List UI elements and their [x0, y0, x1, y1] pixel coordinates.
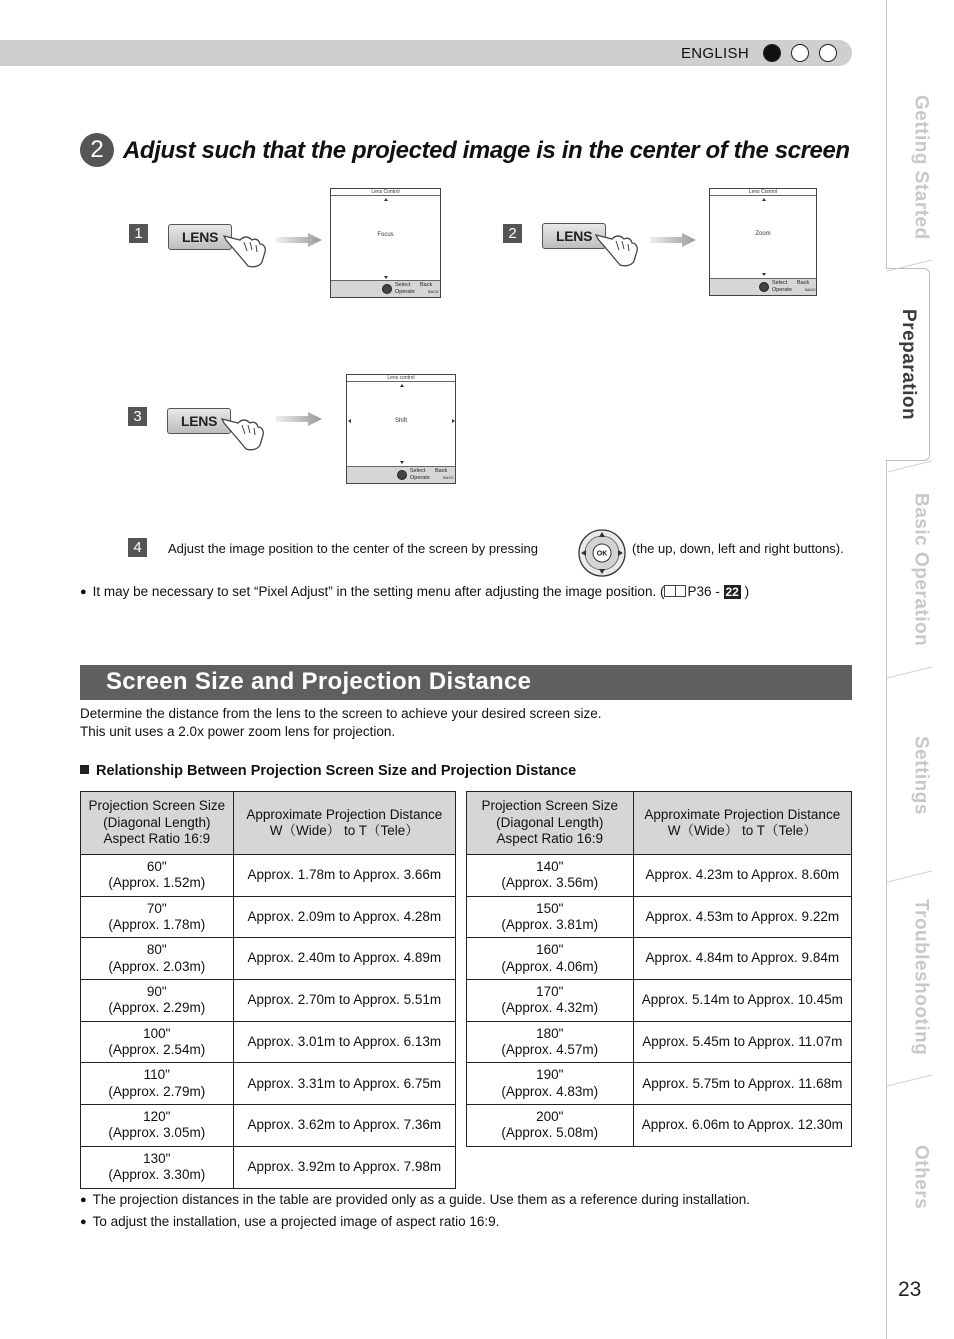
- osd-item-label: Focus: [377, 232, 394, 238]
- header-line: Projection Screen Size: [88, 798, 226, 814]
- screen-size-inches: 160": [536, 942, 564, 958]
- table-row: [467, 1063, 852, 1105]
- osd-item-label: Zoom: [755, 231, 771, 237]
- header-distance: [633, 792, 851, 855]
- square-bullet-icon: [80, 765, 89, 774]
- distance-cell: Approx. 4.23m to Approx. 8.60m: [633, 855, 851, 897]
- page-number: 23: [898, 1278, 922, 1301]
- table-row: [467, 1105, 852, 1147]
- screen-size-metric: (Approx. 4.32m): [501, 1000, 599, 1016]
- osd-back-key: BACK: [805, 287, 816, 292]
- tab-label: Troubleshooting: [910, 899, 932, 1056]
- note-text: It may be necessary to set “Pixel Adjust” in the setting menu after adjusting the image position. (: [92, 584, 665, 599]
- subheading: [80, 763, 576, 779]
- screen-size-inches: 190": [536, 1067, 564, 1083]
- distance-cell: Approx. 6.06m to Approx. 12.30m: [633, 1105, 851, 1147]
- directional-pad-icon: [578, 529, 626, 577]
- osd-back-label: Back: [435, 468, 448, 474]
- distance-table-right: [466, 791, 852, 1147]
- header-line: Approximate Projection Distance: [644, 806, 841, 822]
- dial-icon: [759, 282, 769, 292]
- header-screen-size: [81, 792, 234, 855]
- header-line: Aspect Ratio 16:9: [496, 831, 604, 847]
- header-line: (Diagonal Length): [103, 814, 211, 830]
- note-pixel-adjust: [80, 584, 749, 599]
- table-row: [467, 896, 852, 938]
- tab-label: Basic Operation: [910, 493, 932, 647]
- table-row: [467, 855, 852, 897]
- screen-size-metric: (Approx. 3.30m): [108, 1167, 206, 1183]
- screen-size-cell: [81, 1021, 234, 1063]
- pointing-hand-icon: [220, 407, 268, 451]
- tab-label: Preparation: [898, 308, 919, 421]
- step-number-badge: 2: [80, 133, 114, 167]
- table-row: [81, 1146, 456, 1188]
- note-guide: ● The projection distances in the table are provided only as a guide. Use them as a reference during installation.: [80, 1192, 750, 1207]
- distance-cell: Approx. 3.62m to Approx. 7.36m: [233, 1105, 455, 1147]
- screen-size-cell: [81, 896, 234, 938]
- substep-number: 2: [503, 224, 522, 243]
- table-row: [81, 855, 456, 897]
- down-triangle-icon: [400, 461, 404, 464]
- distance-cell: Approx. 2.40m to Approx. 4.89m: [233, 938, 455, 980]
- osd-back-key: BACK: [443, 475, 454, 480]
- osd-select-label: Select: [410, 468, 426, 474]
- tab-label: Getting Started: [910, 95, 932, 240]
- header-line: (Diagonal Length): [496, 814, 604, 830]
- osd-lens-control-shift: [346, 374, 456, 484]
- tab-basic-operation[interactable]: [887, 470, 954, 670]
- table-row: [467, 938, 852, 980]
- distance-cell: Approx. 3.01m to Approx. 6.13m: [233, 1021, 455, 1063]
- lens-button[interactable]: LENS: [168, 224, 232, 250]
- distance-cell: Approx. 3.92m to Approx. 7.98m: [233, 1146, 455, 1188]
- step4-instruction: Adjust the image position to the center of the screen by pressing: [168, 541, 538, 556]
- screen-size-inches: 100": [143, 1025, 171, 1041]
- table-row: [81, 980, 456, 1022]
- screen-size-inches: 120": [143, 1108, 171, 1124]
- header-line: Projection Screen Size: [481, 798, 619, 814]
- right-arrow-icon: [276, 412, 322, 426]
- screen-size-metric: (Approx. 1.52m): [108, 875, 206, 891]
- screen-size-metric: (Approx. 3.81m): [501, 917, 599, 933]
- note-aspect-ratio: ● To adjust the installation, use a projected image of aspect ratio 16:9.: [80, 1214, 499, 1229]
- screen-size-cell: [467, 1021, 634, 1063]
- screen-size-cell: [467, 855, 634, 897]
- right-arrow-icon: [650, 233, 696, 247]
- tab-getting-started[interactable]: [887, 70, 954, 265]
- reference-page: P36 -: [687, 584, 720, 599]
- distance-cell: Approx. 1.78m to Approx. 3.66m: [233, 855, 455, 897]
- tab-others[interactable]: [887, 1085, 954, 1270]
- distance-cell: Approx. 3.31m to Approx. 6.75m: [233, 1063, 455, 1105]
- pointing-hand-icon: [594, 223, 642, 267]
- osd-footer: [331, 280, 440, 297]
- header-line: W（Wide） to T（Tele）: [667, 823, 817, 838]
- tab-preparation[interactable]: [887, 272, 929, 457]
- dial-icon: [382, 284, 392, 294]
- section-title: Screen Size and Projection Distance: [106, 668, 532, 695]
- screen-size-metric: (Approx. 3.56m): [501, 875, 599, 891]
- section-paragraph: Determine the distance from the lens to the screen to achieve your desired screen size.: [80, 706, 602, 721]
- note-close: ): [744, 584, 750, 599]
- step-title: Adjust such that the projected image is in the center of the screen: [123, 137, 850, 164]
- tab-label: Settings: [910, 735, 932, 815]
- osd-title: Lens Control: [710, 189, 816, 196]
- step4-instruction-end: (the up, down, left and right buttons).: [632, 541, 844, 556]
- screen-size-inches: 170": [536, 983, 564, 999]
- table-header-row: [467, 792, 852, 855]
- screen-size-metric: (Approx. 2.29m): [108, 1000, 206, 1016]
- osd-select-label: Select: [772, 280, 788, 286]
- table-row: [81, 1105, 456, 1147]
- lens-button[interactable]: LENS: [167, 408, 231, 434]
- tab-troubleshooting[interactable]: [887, 880, 954, 1075]
- distance-cell: Approx. 5.45m to Approx. 11.07m: [633, 1021, 851, 1063]
- screen-size-inches: 110": [143, 1067, 170, 1083]
- distance-cell: Approx. 4.53m to Approx. 9.22m: [633, 896, 851, 938]
- screen-size-metric: (Approx. 4.83m): [501, 1083, 599, 1099]
- screen-size-cell: [467, 1105, 634, 1147]
- screen-size-inches: 90": [146, 983, 167, 999]
- screen-size-inches: 180": [536, 1025, 564, 1041]
- screen-size-cell: [467, 980, 634, 1022]
- osd-footer: [347, 466, 455, 483]
- language-label: ENGLISH: [681, 45, 749, 62]
- distance-cell: Approx. 2.09m to Approx. 4.28m: [233, 896, 455, 938]
- osd-back-key: BACK: [428, 289, 439, 294]
- reference-page-badge: 22: [725, 585, 739, 599]
- screen-size-cell: [81, 1105, 234, 1147]
- page-indicator-dot-filled: [763, 44, 781, 62]
- screen-size-cell: [81, 855, 234, 897]
- screen-size-metric: (Approx. 1.78m): [108, 917, 206, 933]
- ok-label: OK: [596, 550, 608, 558]
- lens-button[interactable]: LENS: [542, 223, 606, 249]
- screen-size-metric: (Approx. 2.03m): [108, 958, 206, 974]
- dial-icon: [397, 470, 407, 480]
- osd-item-label: Shift: [394, 418, 407, 424]
- screen-size-cell: [81, 980, 234, 1022]
- osd-operate-label: Operate: [395, 289, 415, 295]
- page-indicator-dot: [819, 44, 837, 62]
- table-row: [81, 1021, 456, 1063]
- down-triangle-icon: [384, 276, 388, 279]
- screen-size-cell: [81, 938, 234, 980]
- osd-back-label: Back: [797, 280, 810, 286]
- osd-select-label: Select: [395, 282, 411, 288]
- table-header-row: [81, 792, 456, 855]
- header-line: Aspect Ratio 16:9: [103, 831, 211, 847]
- screen-size-metric: (Approx. 5.08m): [501, 1125, 599, 1141]
- osd-title: Lens Control: [331, 189, 440, 196]
- up-triangle-icon: [384, 198, 388, 201]
- up-triangle-icon: [762, 198, 766, 201]
- screen-size-inches: 150": [536, 900, 564, 916]
- down-triangle-icon: [762, 273, 766, 276]
- osd-lens-control-zoom: [709, 188, 817, 296]
- table-row: [467, 980, 852, 1022]
- table-row: [81, 896, 456, 938]
- screen-size-inches: 140": [536, 858, 564, 874]
- page-indicator-dot: [791, 44, 809, 62]
- substep-number: 4: [128, 538, 147, 557]
- screen-size-cell: [467, 938, 634, 980]
- book-reference-icon: [664, 585, 686, 597]
- screen-size-inches: 130": [143, 1150, 171, 1166]
- distance-cell: Approx. 2.70m to Approx. 5.51m: [233, 980, 455, 1022]
- up-triangle-icon: [400, 384, 404, 387]
- distance-cell: Approx. 4.84m to Approx. 9.84m: [633, 938, 851, 980]
- screen-size-metric: (Approx. 2.54m): [108, 1042, 206, 1058]
- screen-size-metric: (Approx. 4.57m): [501, 1042, 599, 1058]
- osd-footer: [710, 278, 816, 295]
- table-row: [81, 938, 456, 980]
- osd-operate-label: Operate: [772, 287, 792, 293]
- screen-size-cell: [81, 1146, 234, 1188]
- header-line: W（Wide） to T（Tele）: [269, 823, 419, 838]
- distance-cell: Approx. 5.75m to Approx. 11.68m: [633, 1063, 851, 1105]
- pointing-hand-icon: [222, 224, 270, 268]
- tab-label: Others: [910, 1145, 932, 1210]
- screen-size-cell: [467, 1063, 634, 1105]
- header-distance: [233, 792, 455, 855]
- osd-operate-label: Operate: [410, 475, 430, 481]
- screen-size-cell: [81, 1063, 234, 1105]
- osd-back-label: Back: [420, 282, 433, 288]
- osd-title: Lens control: [347, 375, 455, 382]
- screen-size-inches: 70": [146, 900, 167, 916]
- header-screen-size: [467, 792, 634, 855]
- section-paragraph: This unit uses a 2.0x power zoom lens for projection.: [80, 724, 396, 739]
- osd-lens-control-focus: [330, 188, 441, 298]
- table-row: [81, 1063, 456, 1105]
- right-triangle-icon: [452, 419, 455, 423]
- right-arrow-icon: [276, 233, 322, 247]
- tab-settings[interactable]: [887, 680, 954, 870]
- distance-cell: Approx. 5.14m to Approx. 10.45m: [633, 980, 851, 1022]
- screen-size-metric: (Approx. 3.05m): [108, 1125, 206, 1141]
- screen-size-cell: [467, 896, 634, 938]
- screen-size-inches: 200": [536, 1108, 564, 1124]
- distance-table-left: [80, 791, 456, 1189]
- substep-number: 1: [129, 224, 148, 243]
- screen-size-inches: 80": [146, 942, 167, 958]
- screen-size-metric: (Approx. 2.79m): [108, 1083, 206, 1099]
- screen-size-inches: 60": [146, 858, 167, 874]
- subheading-text: Relationship Between Projection Screen Size and Projection Distance: [96, 763, 577, 779]
- table-row: [467, 1021, 852, 1063]
- substep-number: 3: [128, 407, 147, 426]
- header-line: Approximate Projection Distance: [246, 806, 443, 822]
- screen-size-metric: (Approx. 4.06m): [501, 958, 599, 974]
